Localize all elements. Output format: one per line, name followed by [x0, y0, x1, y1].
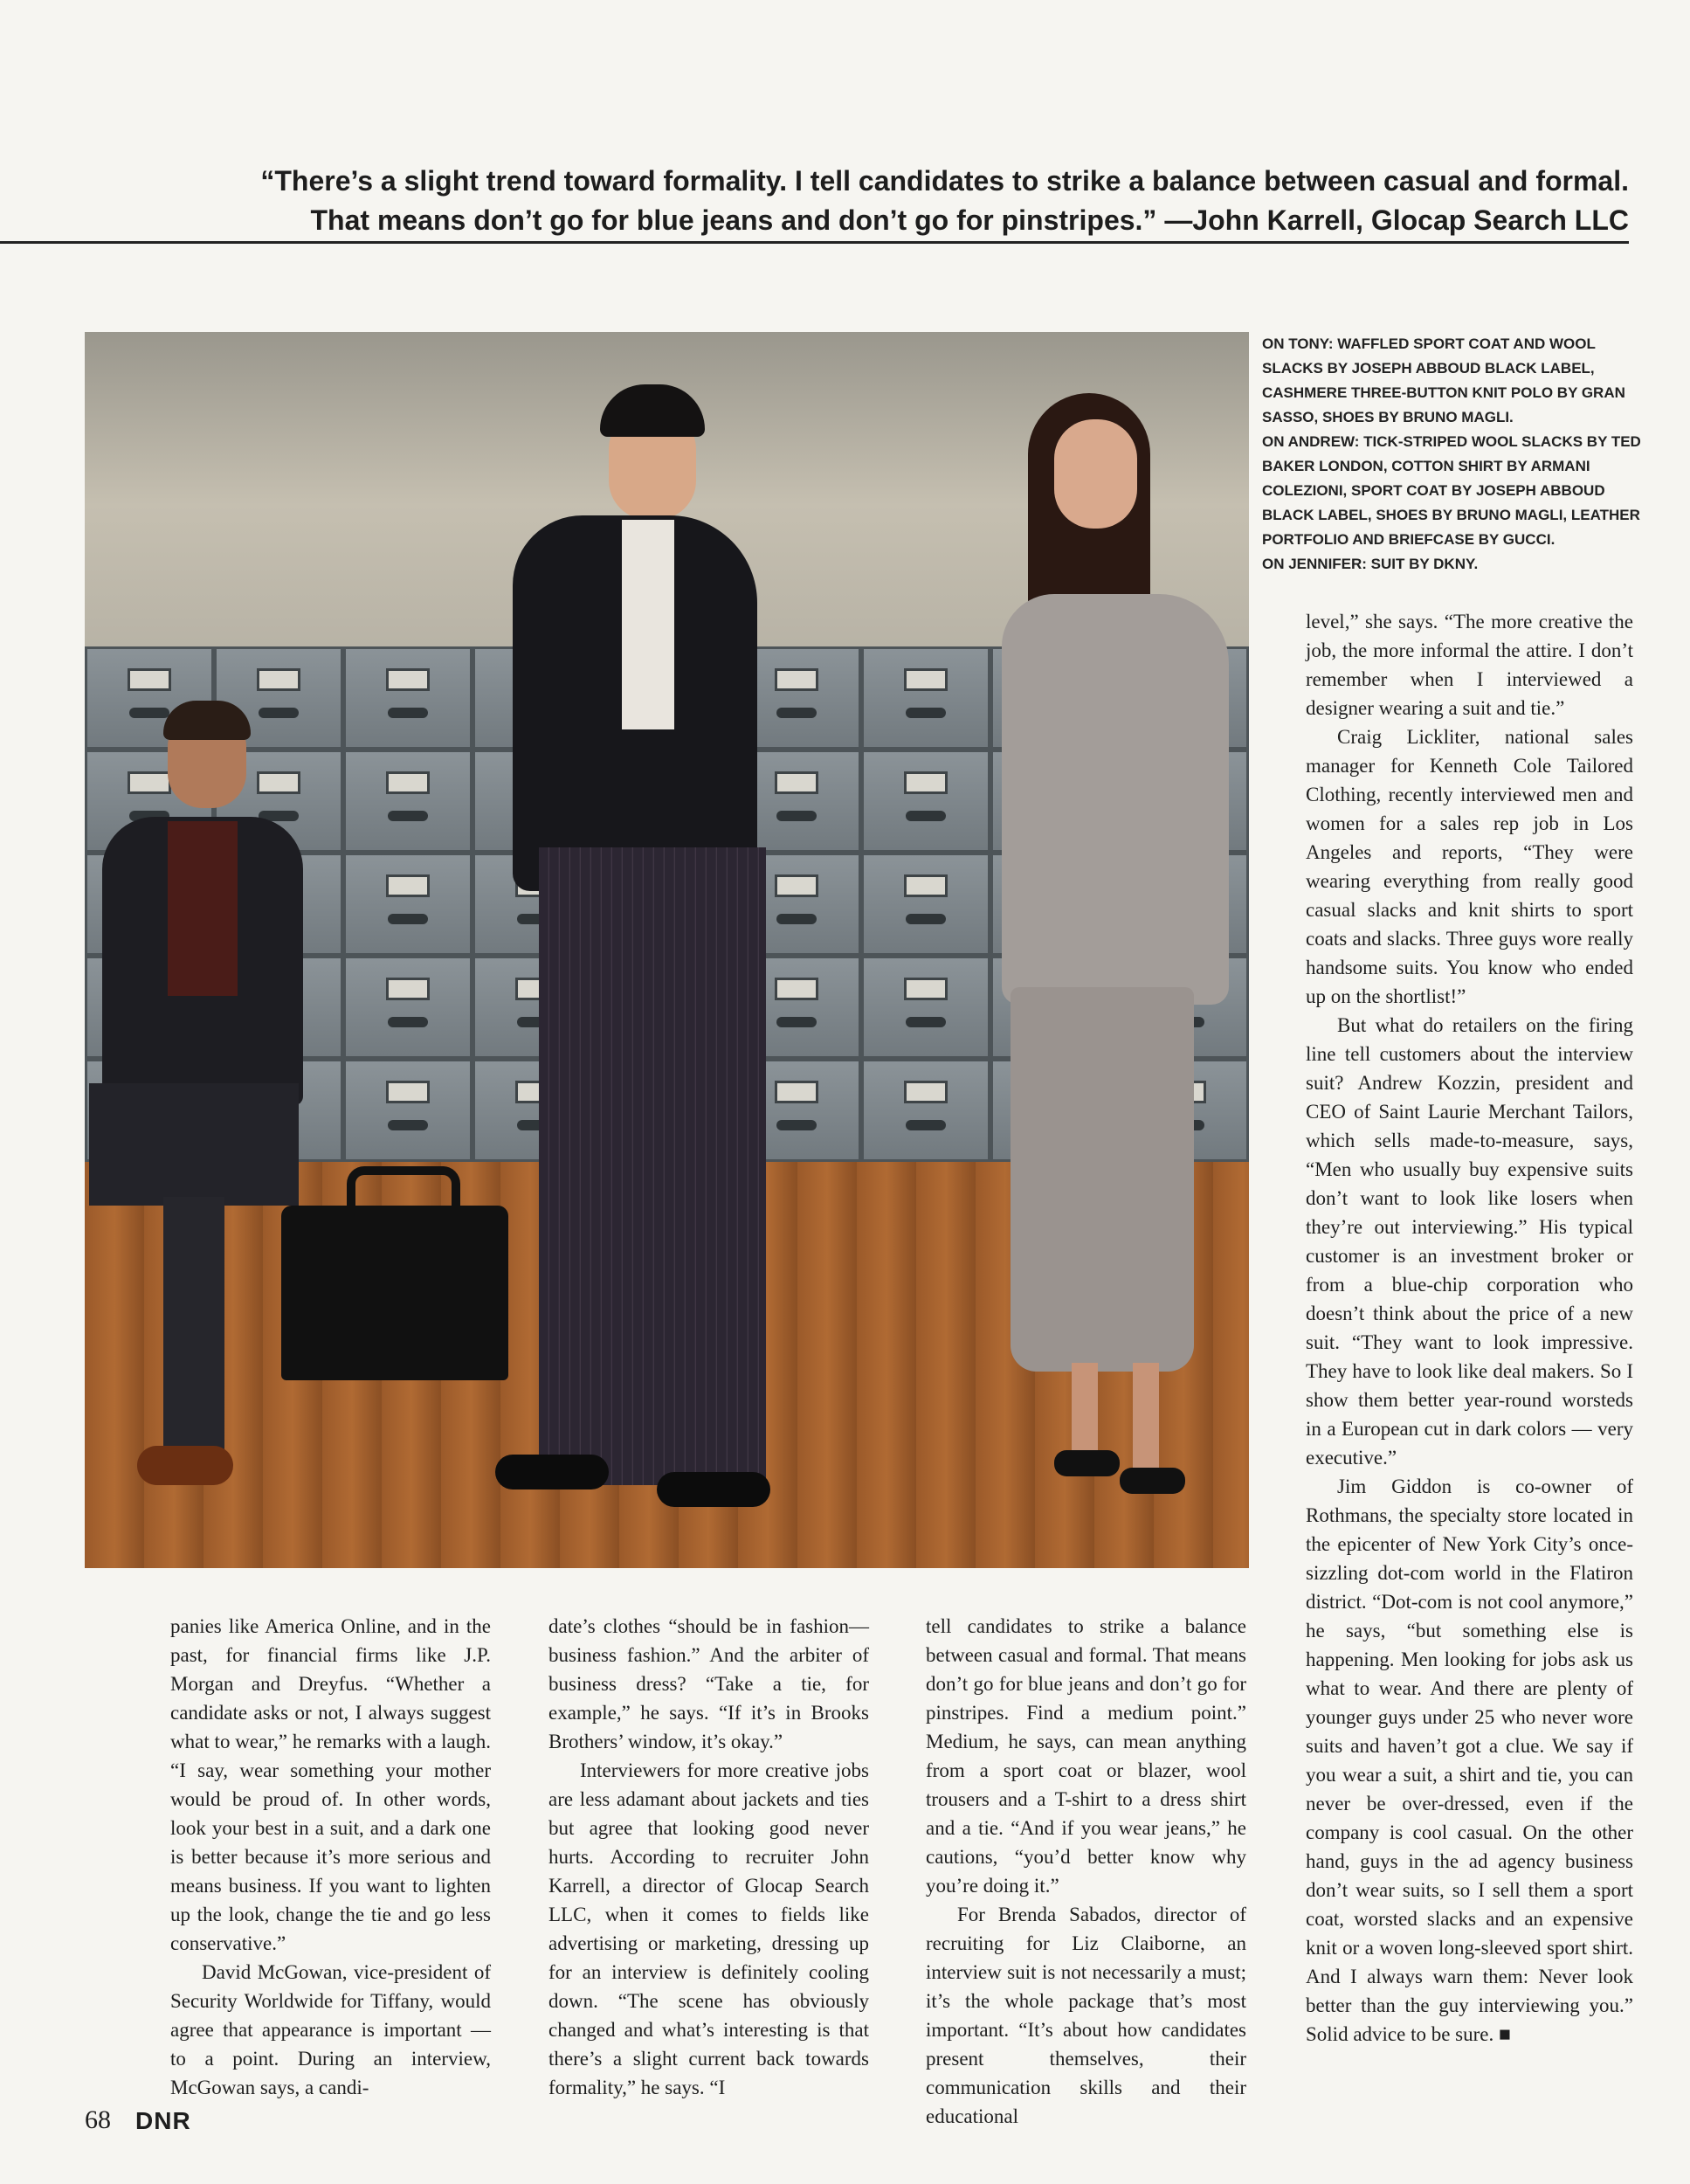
drawer-handle: [388, 914, 428, 924]
paragraph: For Brenda Sabados, director of recruiting for Liz Claiborne, an interview suit is not necessarily a must; it’s the whole package that’s most important. “It’s about how candidates present themselves, their communication skills and their educational: [926, 1904, 1246, 2127]
paragraph: tell candidates to strike a balance between casual and formal. That means don’t go for blue jeans and don’t go for pinstripes. Find a medium point.” Medium, he says, can mean anything from a sport coat or blazer, wool trousers and a T-shirt to a dress shirt and a tie. “And if you wear jeans,” he cautions, “you’d better know why you’re doing it.”: [926, 1615, 1246, 1897]
cabinet-drawer: [343, 646, 473, 750]
pull-quote: [0, 162, 1629, 240]
drawer-label: [386, 668, 430, 691]
magazine-logo: DNR: [135, 2107, 191, 2134]
drawer-label: [904, 1081, 948, 1103]
article-column-1: [170, 1612, 491, 2102]
caption-jennifer: ON JENNIFER: SUIT BY DKNY.: [1262, 556, 1479, 572]
drawer-handle: [906, 1017, 946, 1027]
drawer-handle: [906, 914, 946, 924]
drawer-handle: [906, 708, 946, 718]
drawer-handle: [388, 708, 428, 718]
drawer-label: [904, 771, 948, 794]
drawer-label: [904, 978, 948, 1000]
drawer-label: [386, 874, 430, 897]
drawer-label: [128, 668, 171, 691]
paragraph: panies like America Online, and in the past, for financial firms like J.P. Morgan and Dreyfus. “Whether a candidate asks or not, I always suggest what to wear,” he remarks with a laugh. “I say, wear something your mother would be proud of. In other words, look your best in a suit, and a dark one is better because it’s more serious and means business. If you want to lighten up the look, change the tie and go less conservative.”: [170, 1615, 491, 1954]
caption-andrew: ON ANDREW: TICK-STRIPED WOOL SLACKS BY TED BAKER LONDON, COTTON SHIRT BY ARMANI COLEZIONI, SPORT COAT BY JOSEPH ABBOUD BLACK LABEL, SHOES BY BRUNO MAGLI, LEATHER PORTFOLIO AND BRIEFCASE BY GUCCI.: [1262, 433, 1641, 548]
cabinet-drawer: [861, 956, 990, 1059]
fashion-photo: [85, 332, 1249, 1568]
photo-credits: [1262, 332, 1646, 577]
paragraph: date’s clothes “should be in fashion—business fashion.” And the arbiter of business dress? “Take a tie, for example,” he says. “If it’s in Brooks Brothers’ window, it’s okay.”: [548, 1615, 869, 1752]
paragraph: Interviewers for more creative jobs are less adamant about jackets and ties but agree that looking good never hurts. According to recruiter John Karrell, a director of Glocap Search LLC, when it comes to fields like advertising or marketing, dressing up for an interview is definitely cooling down. “The scene has obviously changed and what’s interesting is that there’s a slight current back towards formality,” he says. “I: [548, 1759, 869, 2098]
cabinet-drawer: [343, 750, 473, 853]
cabinet-drawer: [861, 646, 990, 750]
drawer-handle: [388, 1120, 428, 1130]
cabinet-drawer: [861, 1059, 990, 1162]
cabinet-drawer: [861, 853, 990, 956]
page-number: 68: [85, 2105, 111, 2134]
pull-quote-rule: [0, 241, 1629, 244]
drawer-label: [386, 1081, 430, 1103]
cabinet-drawer: [343, 1059, 473, 1162]
paragraph: Jim Giddon is co-owner of Rothmans, the specialty store located in the epicenter of New York City’s once-sizzling dot-com world in the Flatiron district. “Dot-com is not cool anymore,” he says, “but something else is happening. Men looking for jobs ask us what to wear. And there are plenty of younger guys under 25 who never wore suits and haven’t got a clue. We say if you wear a suit, a shirt and tie, you can never be over-dressed, even if the company is cool casual. On the other hand, guys in the ad agency business don’t wear suits, so I sell them a sport coat, worsted slacks and an expensive knit or a woven long-sleeved sport shirt. And I always warn them: Never look better than the guy interviewing you.” Solid advice to be sure. ■: [1306, 1476, 1633, 2045]
drawer-label: [386, 771, 430, 794]
article-column-2: [548, 1612, 869, 2102]
standing-woman: [1002, 393, 1246, 1503]
article-column-3: [926, 1612, 1246, 2131]
drawer-handle: [388, 811, 428, 821]
paragraph: David McGowan, vice-president of Security Worldwide for Tiffany, would agree that appearance is important — to a point. During an interview, McGowan says, a candi-: [170, 1961, 491, 2098]
cabinet-drawer: [343, 956, 473, 1059]
pull-quote-line-1: “There’s a slight trend toward formality. I tell candidates to strike a balance between casual and formal.: [260, 165, 1629, 197]
paragraph: level,” she says. “The more creative the job, the more informal the attire. I don’t remember when I interviewed a designer wearing a suit and tie.”: [1306, 611, 1633, 719]
article-column-right: [1306, 607, 1633, 2049]
standing-man: [478, 358, 792, 1511]
cabinet-drawer: [343, 853, 473, 956]
pull-quote-line-2: That means don’t go for blue jeans and don’t go for pinstripes.” —John Karrell, Glocap Search LLC: [310, 204, 1629, 236]
caption-tony: ON TONY: WAFFLED SPORT COAT AND WOOL SLACKS BY JOSEPH ABBOUD BLACK LABEL, CASHMERE THREE-BUTTON KNIT POLO BY GRAN SASSO, SHOES BY BRUNO MAGLI.: [1262, 335, 1625, 425]
drawer-label: [386, 978, 430, 1000]
paragraph: But what do retailers on the firing line tell customers about the interview suit? Andrew Kozzin, president and CEO of Saint Laurie Merchant Tailors, which sells made-to-measure, says, “Men who usually buy expensive suits don’t want to look like losers when they’re out interviewing.” His typical customer is an investment broker or from a blue-chip corporation who doesn’t think about the price of a new suit. “They want to look impressive. They have to look like deal makers. So I show them better year-round worsteds in a European cut in dark colors — very executive.”: [1306, 1014, 1633, 1469]
cabinet-drawer: [861, 750, 990, 853]
briefcase: [281, 1206, 508, 1380]
paragraph: Craig Lickliter, national sales manager for Kenneth Cole Tailored Clothing, recently interviewed men and women for a sales rep job in Los Angeles and reports, “They were wearing everything from really good casual slacks and knit shirts to sport coats and slacks. Three guys wore really handsome suits. You know who ended up on the shortlist!”: [1306, 726, 1633, 1007]
drawer-handle: [906, 811, 946, 821]
drawer-handle: [388, 1017, 428, 1027]
drawer-label: [904, 874, 948, 897]
briefcase-handle: [347, 1166, 460, 1223]
drawer-label: [904, 668, 948, 691]
drawer-handle: [906, 1120, 946, 1130]
drawer-label: [257, 668, 300, 691]
